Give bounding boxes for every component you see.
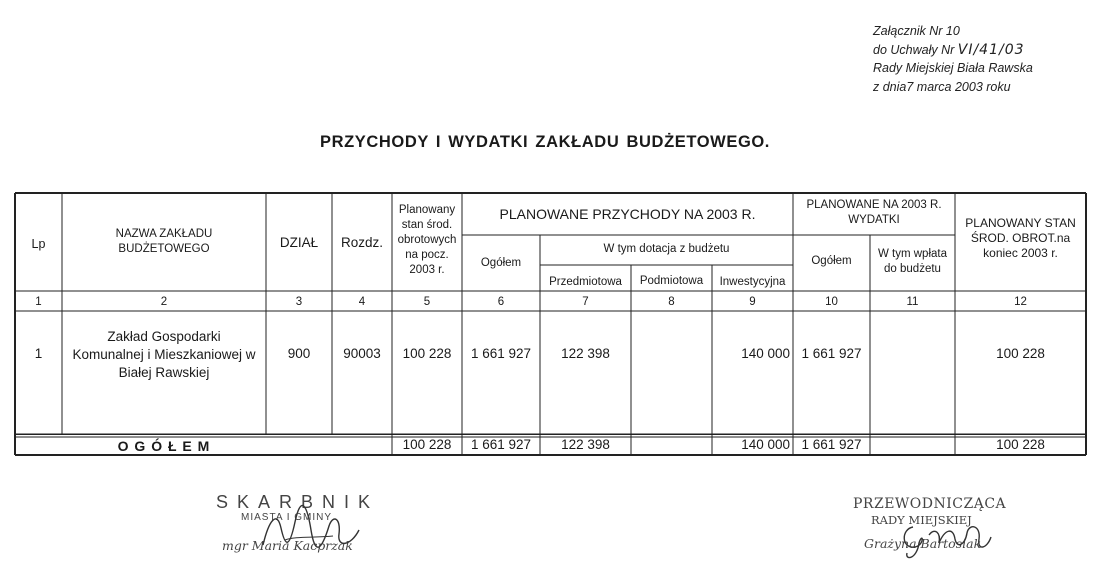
col-number: 12 xyxy=(1014,296,1027,308)
row-lp: 1 xyxy=(34,346,43,361)
expense-group-line1: PLANOWANE NA 2003 R. xyxy=(806,199,942,211)
expense-payment-line1: W tym wpłata xyxy=(877,248,947,260)
col-rozdz-header: Rozdz. xyxy=(340,235,384,250)
row-name xyxy=(62,328,266,382)
planned-start-line2: stan środ. xyxy=(401,219,453,231)
total-end-state: 100 228 xyxy=(996,437,1045,452)
col-number: 7 xyxy=(582,296,589,308)
resolution-number: VI/41/03 xyxy=(957,41,1025,58)
col-number: 2 xyxy=(160,296,168,308)
total-subsidy-subject: 122 398 xyxy=(561,437,610,452)
income-total-header: Ogółem xyxy=(480,257,522,269)
chairwoman-stamp-title: PRZEWODNICZĄCA xyxy=(853,496,1007,512)
chairwoman-name: Grażyna Bartosiak xyxy=(864,536,982,551)
row-subsidy-subject: 122 398 xyxy=(561,346,610,361)
subsidy-invest-header: Inwestycyjna xyxy=(719,276,786,288)
end-state-line3: koniec 2003 r. xyxy=(983,246,1058,260)
col-lp-header: Lp xyxy=(31,237,46,251)
row-income-total: 1 661 927 xyxy=(470,346,532,361)
col-number: 8 xyxy=(668,296,675,308)
col-planned-start-header xyxy=(392,203,462,278)
col-dzial-header: DZIAŁ xyxy=(279,235,319,250)
total-planned-start: 100 228 xyxy=(402,437,452,452)
subsidy-entity-header: Podmiotowa xyxy=(639,275,704,287)
col-name-header-line2: BUDŻETOWEGO xyxy=(118,243,210,255)
row-dzial: 900 xyxy=(287,346,311,361)
expense-group-header xyxy=(793,198,955,228)
end-state-line1: PLANOWANY STAN xyxy=(965,216,1076,230)
income-group-header: PLANOWANE PRZYCHODY NA 2003 R. xyxy=(499,206,756,222)
annex-line-2-prefix: do Uchwały Nr xyxy=(873,42,958,57)
row-subsidy-invest: 140 000 xyxy=(741,346,790,361)
page-title: PRZYCHODY I WYDATKI ZAKŁADU BUDŻETOWEGO. xyxy=(320,133,770,151)
planned-start-line3: obrotowych xyxy=(397,234,457,246)
planned-start-line1: Planowany xyxy=(398,204,456,216)
total-subsidy-invest: 140 000 xyxy=(741,437,790,452)
col-number: 6 xyxy=(497,296,505,308)
row-planned-start: 100 228 xyxy=(402,346,452,361)
chairwoman-signature xyxy=(895,505,995,565)
treasurer-name: mgr Maria Kacprzak xyxy=(222,538,353,553)
col-name-header xyxy=(62,227,266,257)
annex-line-1: Załącznik Nr 10 xyxy=(873,24,960,38)
col-number: 5 xyxy=(423,296,431,308)
expense-payment-header xyxy=(870,247,955,277)
row-rozdz: 90003 xyxy=(343,346,381,361)
subsidy-subject-header: Przedmiotowa xyxy=(549,276,622,288)
total-income-total: 1 661 927 xyxy=(470,437,532,452)
expense-group-line2: WYDATKI xyxy=(848,214,900,226)
chairwoman-stamp-subtitle: RADY MIEJSKIEJ xyxy=(871,513,972,527)
row-name-line1: Zakład Gospodarki xyxy=(107,329,221,344)
row-end-state: 100 228 xyxy=(996,346,1045,361)
col-number: 4 xyxy=(358,296,366,308)
col-name-header-line1: NAZWA ZAKŁADU xyxy=(115,228,213,240)
col-number: 10 xyxy=(825,296,838,308)
treasurer-signature xyxy=(255,500,365,560)
row-name-line2: Komunalnej i Mieszkaniowej w xyxy=(72,347,256,362)
total-expense-total: 1 661 927 xyxy=(801,437,862,452)
total-label: O G Ó Ł E M xyxy=(117,438,211,454)
annex-line-3: Rady Miejskiej Biała Rawska xyxy=(873,61,1033,75)
row-name-line3: Białej Rawskiej xyxy=(118,365,210,380)
expense-total-header: Ogółem xyxy=(811,255,852,267)
planned-start-line4: na pocz. xyxy=(405,249,449,261)
end-state-line2: ŚROD. OBROT.na xyxy=(970,231,1071,245)
expense-payment-line2: do budżetu xyxy=(884,263,941,275)
treasurer-stamp-subtitle: MIASTA I GMINY xyxy=(241,512,333,523)
end-state-header xyxy=(955,216,1086,261)
subsidy-group-header: W tym dotacja z budżetu xyxy=(603,243,730,255)
row-expense-total: 1 661 927 xyxy=(801,346,862,361)
treasurer-stamp-title: SKARBNIK xyxy=(216,492,380,512)
col-number: 9 xyxy=(749,296,756,308)
col-number: 1 xyxy=(35,296,42,308)
col-number: 11 xyxy=(906,296,919,308)
annex-line-4: z dnia7 marca 2003 roku xyxy=(873,79,1011,94)
planned-start-line5: 2003 r. xyxy=(409,264,445,276)
col-number: 3 xyxy=(295,296,303,308)
